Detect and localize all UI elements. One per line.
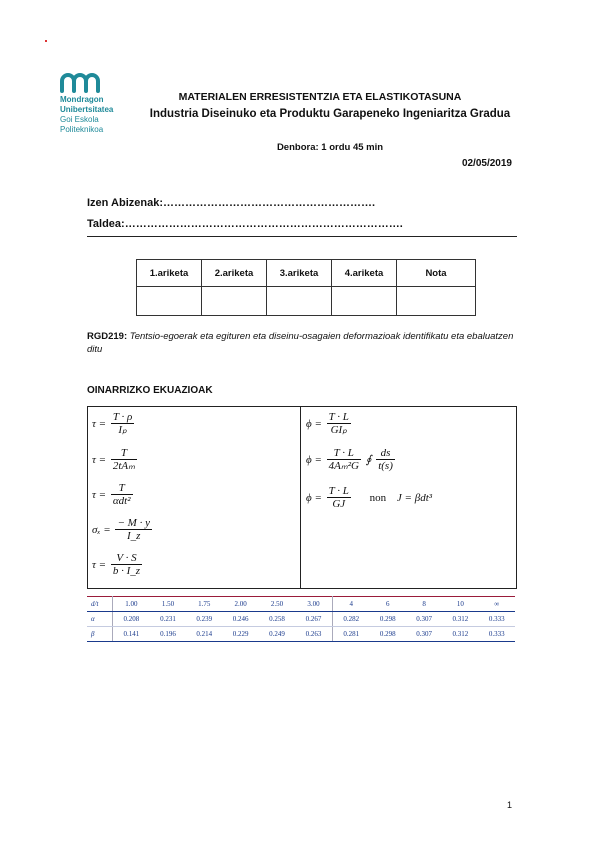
- coef-cell: 0.267: [295, 612, 332, 627]
- exam-date: 02/05/2019: [461, 158, 512, 169]
- equation-rectangular-shear: [92, 482, 135, 507]
- contour-integral-icon: ∮: [365, 454, 372, 466]
- logo-line-2: Unibertsitatea: [60, 105, 114, 114]
- stray-mark: [45, 40, 47, 42]
- learning-outcome: [87, 330, 517, 356]
- eq-lhs: τ =: [92, 558, 107, 571]
- grade-header: 1.ariketa: [137, 260, 202, 287]
- eq-denominator: Iₚ: [118, 424, 127, 436]
- coef-cell: 0.231: [150, 612, 186, 627]
- coef-cell: 0.307: [406, 627, 442, 642]
- coef-cell: 0.282: [332, 612, 369, 627]
- grade-cell[interactable]: [137, 287, 202, 316]
- section-title: OINARRIZKO EKUAZIOAK: [87, 385, 213, 396]
- eq-numerator: T: [111, 447, 137, 460]
- logo-line-3: Goi Eskola: [60, 115, 99, 124]
- grade-header: 4.ariketa: [332, 260, 397, 287]
- eq-denominator: GJ: [332, 498, 346, 510]
- coef-cell: 1.75: [186, 597, 222, 612]
- coef-cell: 0.141: [113, 627, 150, 642]
- eq-denominator: b · I_z: [112, 565, 141, 577]
- coef-cell: 10: [442, 597, 478, 612]
- coef-cell: 0.263: [295, 627, 332, 642]
- coef-cell: 6: [370, 597, 406, 612]
- eq-numerator: ds: [376, 447, 395, 460]
- eq-lhs: ϕ =: [306, 453, 322, 466]
- eq-denominator: t(s): [378, 460, 393, 472]
- coef-row-label: α: [87, 612, 113, 627]
- page-number: 1: [506, 800, 512, 810]
- coef-cell: 0.246: [222, 612, 258, 627]
- coef-cell: 1.00: [113, 597, 150, 612]
- course-title: MATERIALEN ERRESISTENTZIA ETA ELASTIKOTASUNA: [178, 91, 462, 103]
- coef-cell: 0.258: [259, 612, 295, 627]
- equation-bending-stress: [92, 517, 154, 542]
- coef-cell: 3.00: [295, 597, 332, 612]
- grade-cell[interactable]: [397, 287, 476, 316]
- coef-cell: 0.307: [406, 612, 442, 627]
- equation-twist-rectangular: [306, 485, 432, 510]
- eq-numerator: V · S: [111, 552, 142, 565]
- coef-cell: 2.50: [259, 597, 295, 612]
- coef-row: [87, 612, 515, 627]
- coef-cell: 0.333: [479, 612, 515, 627]
- exam-duration: Denbora: 1 ordu 45 min: [276, 142, 384, 153]
- eq-denominator: I_z: [126, 530, 141, 542]
- eq-numerator: T · ρ: [112, 411, 133, 423]
- eq-lhs: ϕ =: [306, 491, 322, 504]
- coef-cell: 0.208: [113, 612, 150, 627]
- eq-lhs: ϕ =: [306, 417, 322, 430]
- coef-row: [87, 627, 515, 642]
- coef-cell: 2.00: [222, 597, 258, 612]
- eq-denominator: GIₚ: [330, 424, 347, 436]
- name-field[interactable]: Izen Abizenak:………………………………………………….: [87, 197, 376, 209]
- eq-lhs: τ =: [92, 453, 107, 466]
- coef-cell: 4: [332, 597, 369, 612]
- eq-lhs: σₓ =: [92, 523, 111, 536]
- eq-numerator: T · L: [328, 485, 349, 497]
- equation-twist-circular: [306, 411, 353, 436]
- coef-row-label: β: [87, 627, 113, 642]
- equations-divider: [300, 407, 301, 588]
- group-field[interactable]: Taldea:………………………………………………………………….: [87, 218, 403, 230]
- coef-cell: 0.298: [370, 627, 406, 642]
- coef-cell: 8: [406, 597, 442, 612]
- coef-cell: ∞: [479, 597, 515, 612]
- degree-title: Industria Diseinuko eta Produktu Garapeneko Ingeniaritza Gradua: [149, 108, 511, 120]
- logo-line-4: Politeknikoa: [60, 125, 104, 134]
- coef-cell: 0.298: [370, 612, 406, 627]
- coef-row: [87, 597, 515, 612]
- coef-cell: 0.312: [442, 627, 478, 642]
- equation-thin-wall-shear: [92, 447, 139, 472]
- mondragon-logo-icon: [60, 73, 100, 93]
- coef-cell: 0.239: [186, 612, 222, 627]
- logo-text: [60, 95, 113, 135]
- eq-denominator: αdt²: [112, 495, 131, 507]
- eq-lhs: τ =: [92, 488, 107, 501]
- eq-numerator: T: [111, 482, 133, 495]
- rgd-code: RGD219:: [87, 331, 128, 342]
- eq-lhs: τ =: [92, 417, 107, 430]
- logo-line-1: Mondragon: [60, 95, 104, 104]
- grades-table: [136, 259, 476, 316]
- grade-cell[interactable]: [202, 287, 267, 316]
- coef-cell: 0.312: [442, 612, 478, 627]
- equation-torsion-circular: [92, 411, 136, 436]
- coef-cell: 1.50: [150, 597, 186, 612]
- coef-cell: 0.214: [186, 627, 222, 642]
- torsion-coefficient-table: [87, 596, 515, 642]
- equation-shear-flow: [92, 552, 144, 577]
- grade-header: 2.ariketa: [202, 260, 267, 287]
- coef-cell: 0.249: [259, 627, 295, 642]
- eq-denominator: 2tAₘ: [112, 460, 136, 472]
- equations-box: [87, 406, 517, 589]
- divider-line: [87, 236, 517, 237]
- coef-cell: 0.196: [150, 627, 186, 642]
- grade-header: Nota: [397, 260, 476, 287]
- grade-cell[interactable]: [267, 287, 332, 316]
- coef-cell: 0.281: [332, 627, 369, 642]
- coef-cell: 0.333: [479, 627, 515, 642]
- coef-row-label: d/t: [87, 597, 113, 612]
- eq-numerator: T · L: [328, 411, 349, 423]
- grade-cell[interactable]: [332, 287, 397, 316]
- rgd-text: Tentsio-egoerak eta egituren eta diseinu-osagaien deformazioak identifikatu eta ebaluatzen ditu: [87, 331, 514, 355]
- eq-connector: non: [369, 491, 387, 504]
- grade-header: 3.ariketa: [267, 260, 332, 287]
- equation-twist-thin-wall: [306, 447, 397, 472]
- eq-numerator: − M · y: [117, 517, 150, 529]
- eq-torsion-constant: J = βdt³: [396, 491, 433, 504]
- eq-denominator: 4Aₘ²G: [328, 460, 359, 472]
- coef-cell: 0.229: [222, 627, 258, 642]
- eq-numerator: T · L: [327, 447, 361, 460]
